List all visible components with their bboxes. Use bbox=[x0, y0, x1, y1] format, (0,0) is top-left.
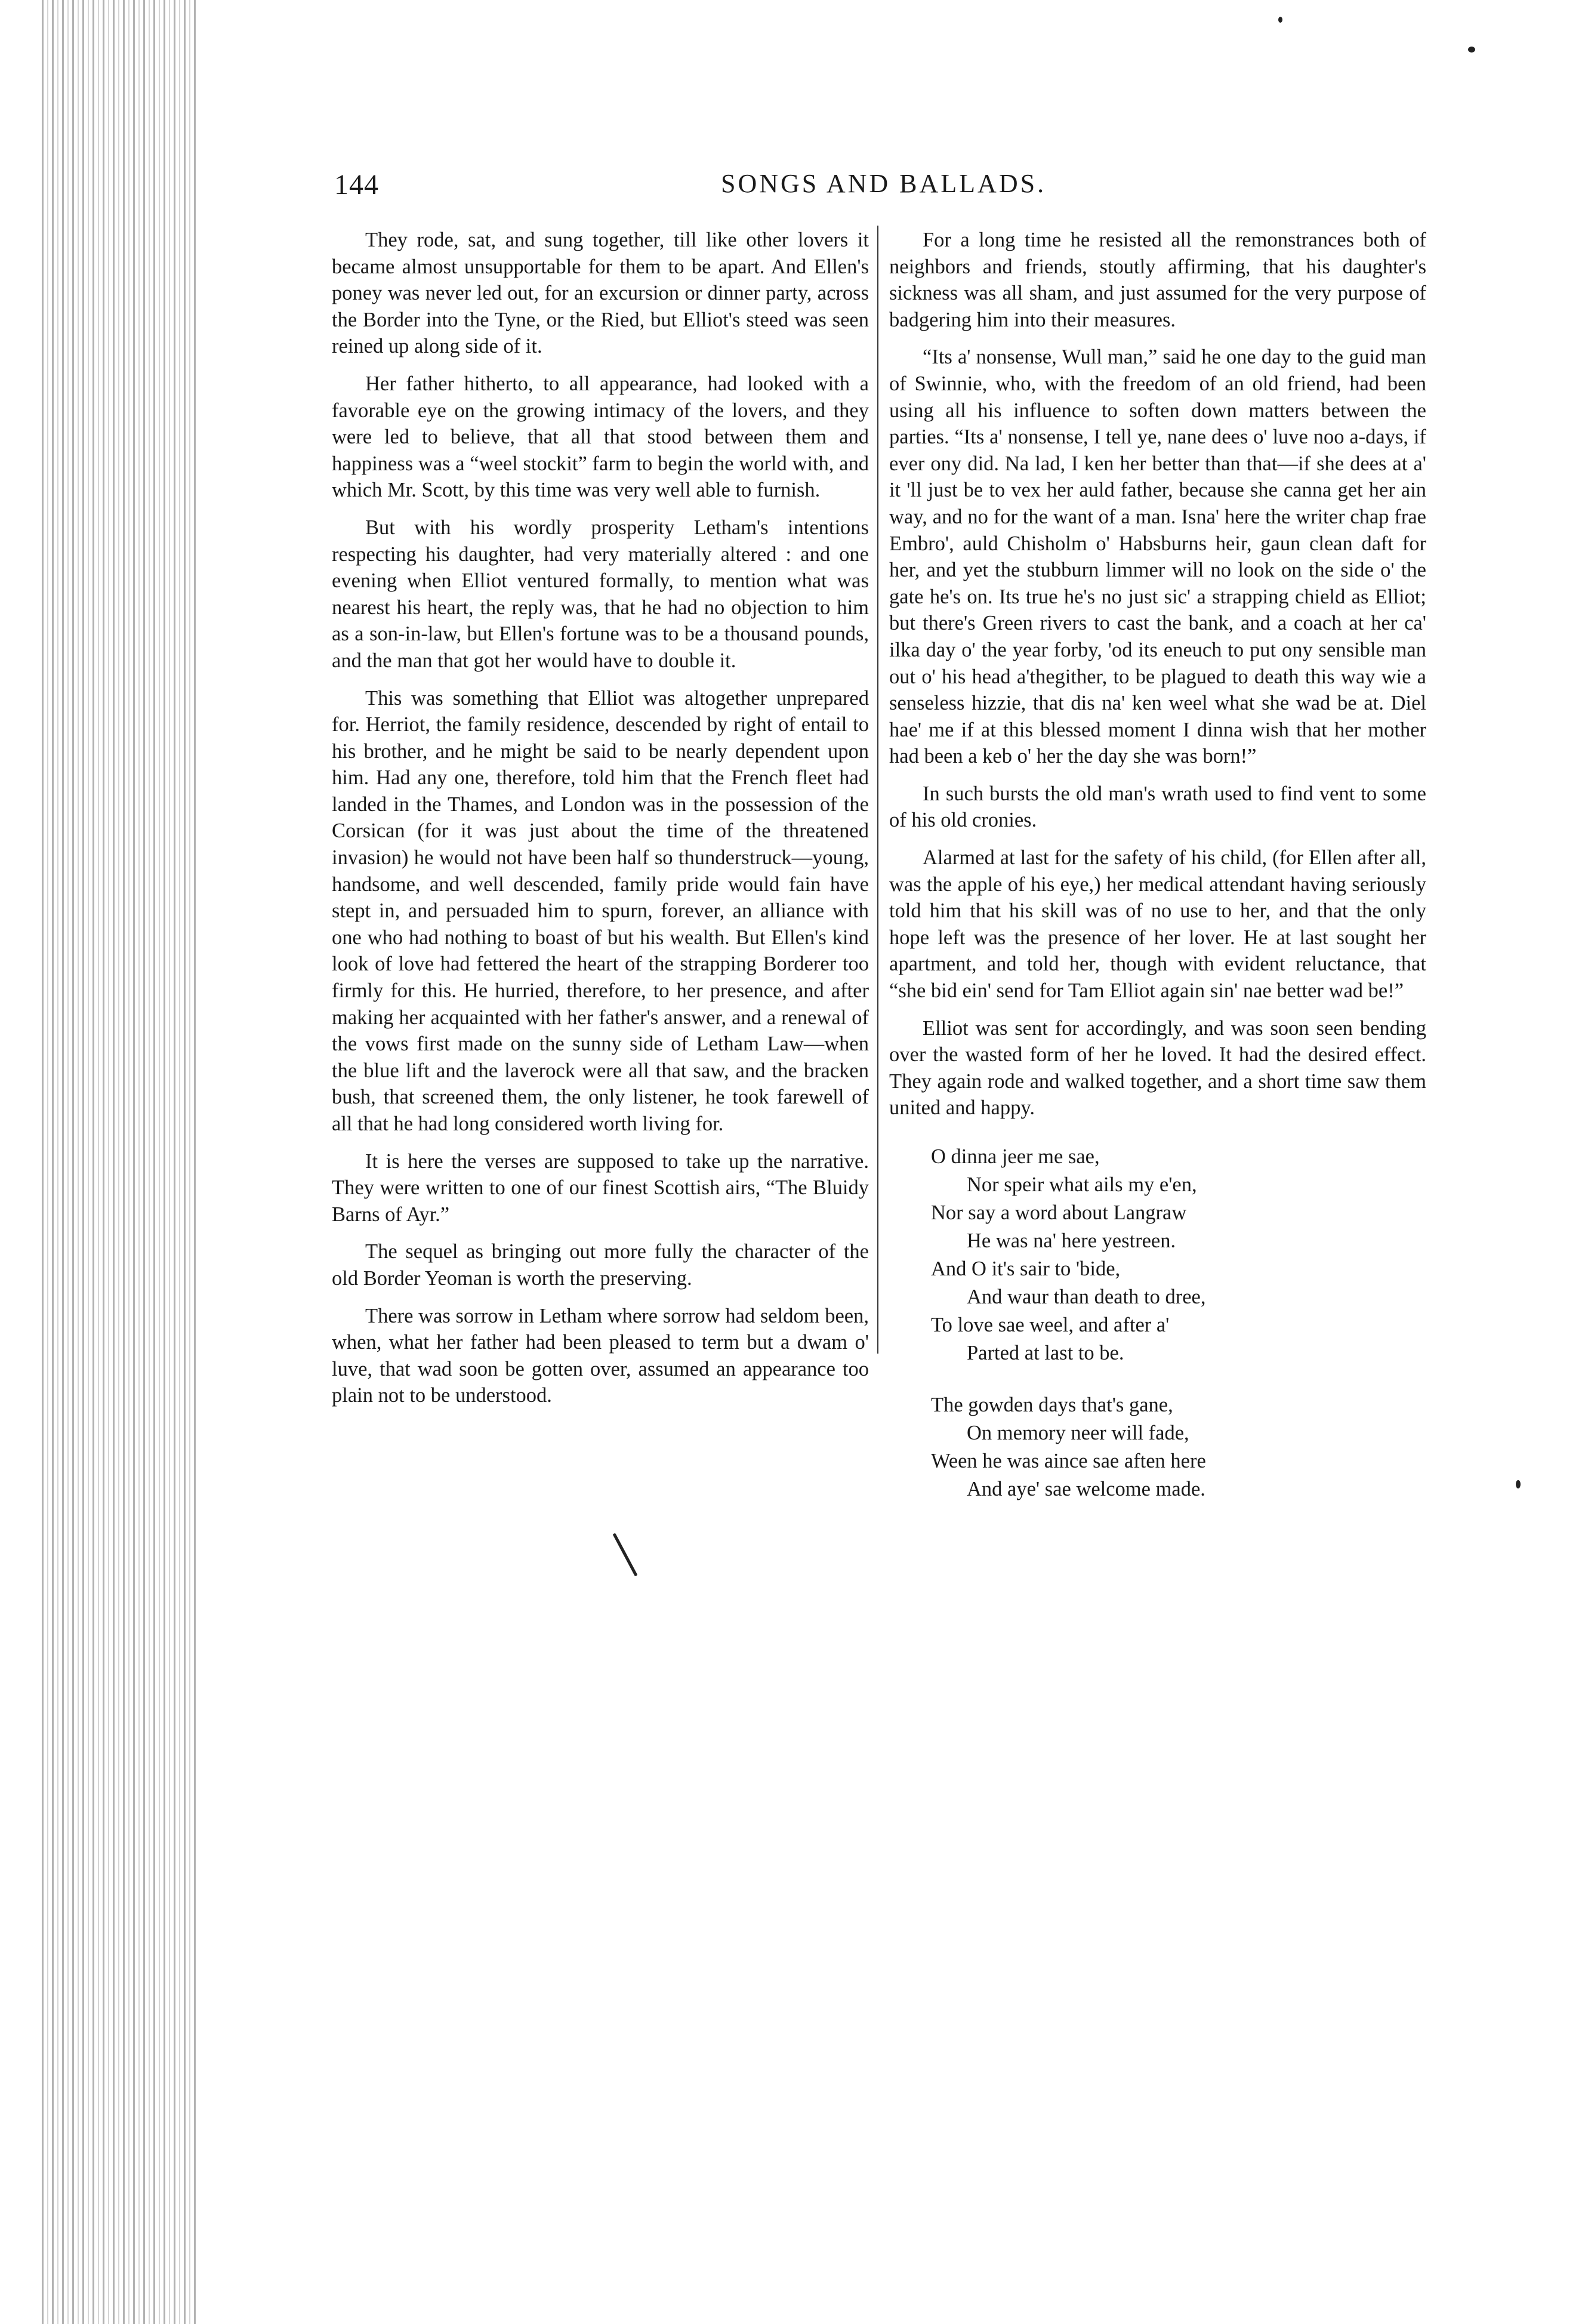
page-header bbox=[334, 168, 1408, 210]
paragraph: But with his wordly prosperity Letham's intentions respecting his daughter, had very materially altered : and one evening when Elliot ventured formally, to mention what was nearest his heart, the reply was, that he had no objection to him as a son-in-law, but Ellen's fortune was to be a thousand pounds, and the man that got her would have to double it. bbox=[332, 516, 869, 672]
print-speck bbox=[1468, 47, 1475, 53]
paragraph: They rode, sat, and sung together, till like other lovers it became almost unsupportable for them to be apart. And Ellen's poney was never led out, for an excursion or dinner party, across the Border into the Tyne, or the Ried, but Elliot's steed was seen reined up along side of it. bbox=[332, 229, 869, 358]
verse-line: To love sae weel, and after a' bbox=[931, 1314, 1170, 1336]
paragraph: This was something that Elliot was altogether unprepared for. Herriot, the family residence, descended by right of entail to his brother, and he might be said to be nearly dependent upon him. Had any one, therefore, told him that the French fleet had landed in the Thames, and London was in the possession of the Corsican (for it was just about the time of the threatened invasion) he would not have been half so thunderstruck—young, handsome, and well descended, family pride would fain have stept in, and persuaded him to spurn, forever, an alliance with one who had nothing to boast of but his wealth. But Ellen's kind look of love had fettered the heart of the strapping Borderer too firmly for this. He hurried, therefore, to her presence, and after making her acquainted with her father's answer, and a renewal of the vows first made on the sunny side of Letham Law—when the blue lift and the laverock were all that saw, and the bracken bush, that screened them, the only listener, he took farewell of all that he had long considered worth living for. bbox=[332, 686, 869, 1135]
paragraph: “Its a' nonsense, Wull man,” said he one day to the guid man of Swinnie, who, with the freedom of an old friend, had been using all his influence to soften down matters between the parties. “Its a' nonsense, I tell ye, nane dees o' luve noo a-days, if ever ony did. Na lad, I ken her better than that—if she dees at a' it 'll just be to vex her auld father, because she canna get her ain way, and no for the want of a man. Isna' here the writer chap frae Embro', auld Chisholm o' Habsburns heir, gaun clean daft for her, and yet the stubburn limmer will no look on the side o' the gate he's on. Its true he's no just sic' a strapping chield as Elliot; but there's Green rivers to cast the bank, and a coach at her ca' ilka day o' the year forby, 'od its eneuch to put ony sensible man out o' his head a'thegither, to be plagued to death this way wie a senseless hizzie, that dis na' ken weel what she wad be at. Diel hae' me if at this blessed moment I dinna wish that her mother had been a keb o' her the day she was born!” bbox=[889, 346, 1426, 768]
verse-line: And aye' sae welcome made. bbox=[967, 1478, 1205, 1500]
column-divider bbox=[877, 226, 878, 1354]
page-number: 144 bbox=[334, 169, 379, 201]
verse bbox=[931, 1143, 1426, 1503]
running-head: SONGS AND BALLADS. bbox=[721, 169, 1047, 198]
verse-line: O dinna jeer me sae, bbox=[931, 1145, 1100, 1168]
paragraph: It is here the verses are supposed to take up the narrative. They were written to one of our finest Scottish airs, “The Bluidy Barns of Ayr.” bbox=[332, 1149, 869, 1226]
verse-line: Ween he was aince sae aften here bbox=[931, 1450, 1206, 1472]
paragraph: Alarmed at last for the safety of his child, (for Ellen after all, was the apple of his eye,) her medical attendant having seriously told him that his skill was of no use to her, and that the only hope left was the presence of her lover. He at last sought her apartment, and told her, though with evident reluctance, that “she bid ein' send for Tam Elliot again sin' nae better wad be!” bbox=[889, 846, 1426, 1003]
paragraph: Her father hitherto, to all appearance, had looked with a favorable eye on the growing intimacy of the lovers, and they were led to believe, that all that stood between them and happiness was a “weel stockit” farm to begin the world with, and which Mr. Scott, by this time was very well able to furnish. bbox=[332, 372, 869, 502]
paragraph: In such bursts the old man's wrath used to find vent to some of his old cronies. bbox=[889, 782, 1426, 832]
verse-line: The gowden days that's gane, bbox=[931, 1394, 1173, 1416]
verse-line: On memory neer will fade, bbox=[967, 1422, 1189, 1444]
paragraph: Elliot was sent for accordingly, and was soon seen bending over the wasted form of her he loved. It had the desired effect. They again rode and walked together, and a short time saw them united and happy. bbox=[889, 1016, 1426, 1120]
verse-line: Parted at last to be. bbox=[967, 1342, 1124, 1364]
paragraph: There was sorrow in Letham where sorrow had seldom been, when, what her father had been pleased to term but a dwam o' luve, that wad soon be gotten over, assumed an appearance too plain not to be understood. bbox=[332, 1304, 869, 1407]
stanza-1 bbox=[931, 1143, 1426, 1367]
verse-line: Nor say a word about Langraw bbox=[931, 1201, 1187, 1224]
print-speck bbox=[1516, 1480, 1521, 1488]
verse-line: Nor speir what ails my e'en, bbox=[967, 1173, 1197, 1196]
stanza-2 bbox=[931, 1391, 1426, 1503]
verse-line: He was na' here yestreen. bbox=[967, 1229, 1176, 1252]
paragraph: The sequel as bringing out more fully the character of the old Border Yeoman is worth the preserving. bbox=[332, 1240, 869, 1290]
print-speck bbox=[613, 1533, 638, 1577]
print-speck bbox=[1278, 17, 1282, 23]
book-binding-edge bbox=[42, 0, 197, 2324]
verse-line: And O it's sair to 'bide, bbox=[931, 1257, 1121, 1280]
verse-line: And waur than death to dree, bbox=[967, 1286, 1206, 1308]
paragraph: For a long time he resisted all the remonstrances both of neighbors and friends, stoutly affirming, that his daughter's sickness was all sham, and just assumed for the very purpose of badgering him into their measures. bbox=[889, 229, 1426, 331]
left-column bbox=[332, 227, 869, 1420]
right-column bbox=[889, 227, 1426, 1527]
